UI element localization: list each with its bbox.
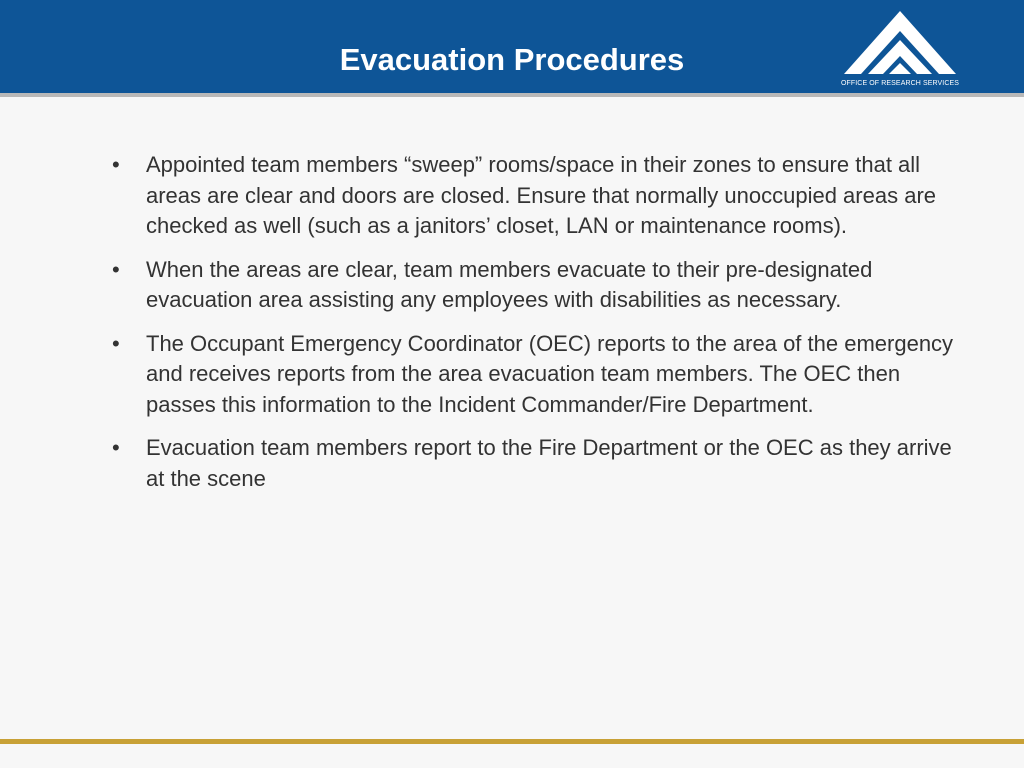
logo	[838, 9, 962, 89]
bullet-text: Evacuation team members report to the Fire Department or the OEC as they arrive at the scene	[146, 435, 952, 491]
chevron-mountain-icon	[843, 9, 957, 77]
footer-divider	[0, 739, 1024, 744]
header-divider	[0, 93, 1024, 97]
bullet-icon: •	[112, 256, 120, 282]
logo-text: OFFICE OF RESEARCH SERVICES	[840, 80, 960, 87]
bullet-icon: •	[112, 435, 120, 460]
list-item	[112, 255, 972, 316]
bullet-text: The Occupant Emergency Coordinator (OEC) reports to the area of the emergency and receives reports from the area evacuation team members. The OEC then passes this information to the Incident Commander/Fire Department.	[146, 330, 954, 417]
bullet-list	[112, 150, 972, 507]
list-item	[112, 433, 972, 494]
slide-title: Evacuation Procedures	[339, 42, 685, 77]
list-item	[112, 329, 972, 421]
bullet-text: Appointed team members “sweep” rooms/space in their zones to ensure that all areas are clear and doors are closed. Ensure that normally unoccupied areas are checked as well (such as a janitors’ closet, LAN or maintenance rooms).	[146, 152, 937, 238]
list-item	[112, 150, 972, 242]
bullet-icon: •	[112, 330, 120, 356]
bullet-icon: •	[112, 152, 120, 177]
bullet-text: When the areas are clear, team members evacuate to their pre-designated evacuation area assisting any employees with disabilities as necessary.	[146, 256, 873, 312]
